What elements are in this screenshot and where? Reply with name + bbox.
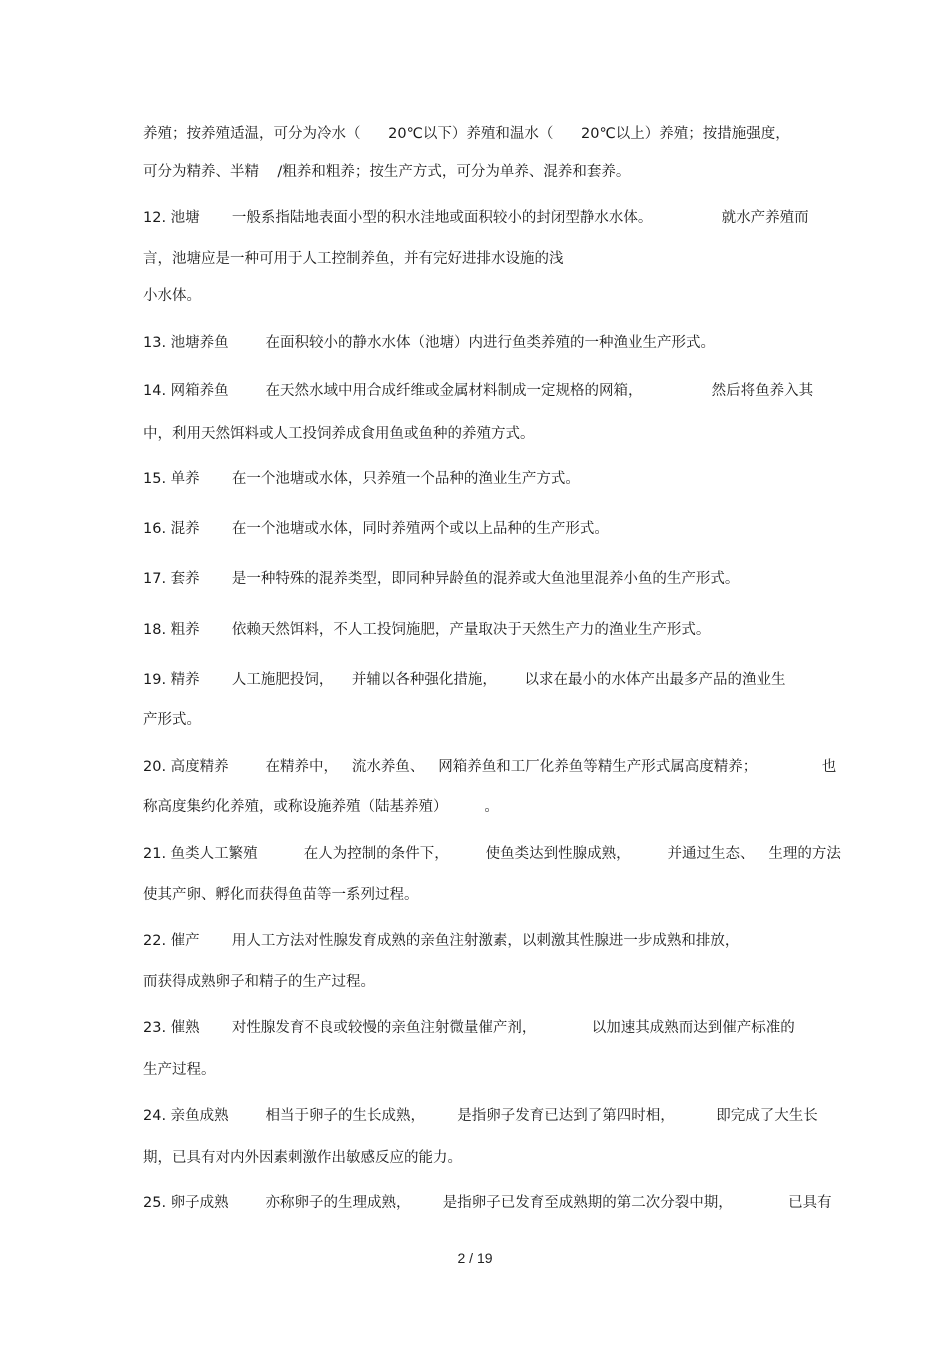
text-line: 22. 催产 用人工方法对性腺发育成熟的亲鱼注射激素，以刺激其性腺进一步成熟和排放， — [143, 933, 740, 949]
text-line: 17. 套养 是一种特殊的混养类型，即同种异龄鱼的混养或大鱼池里混养小鱼的生产形式。 — [143, 571, 740, 587]
text-line: 25. 卵子成熟 亦称卵子的生理成熟， 是指卵子已发育至成熟期的第二次分裂中期， 已具有 — [143, 1195, 832, 1211]
text-line: 小水体。 — [143, 288, 201, 304]
text-line: 而获得成熟卵子和精子的生产过程。 — [143, 974, 375, 990]
text-line: 产形式。 — [143, 712, 201, 728]
text-line: 24. 亲鱼成熟 相当于卵子的生长成熟， 是指卵子发育已达到了第四时相， 即完成了大生长 — [143, 1108, 818, 1124]
text-line: 18. 粗养 依赖天然饵料，不人工投饲施肥，产量取决于天然生产力的渔业生产形式。 — [143, 622, 711, 638]
text-line: 15. 单养 在一个池塘或水体，只养殖一个品种的渔业生产方式。 — [143, 471, 580, 487]
text-line: 期，已具有对内外因素刺激作出敏感反应的能力。 — [143, 1150, 462, 1166]
text-line: 13. 池塘养鱼 在面积较小的静水水体（池塘）内进行鱼类养殖的一种渔业生产形式。 — [143, 335, 716, 351]
text-line: 21. 鱼类人工繁殖 在人为控制的条件下， 使鱼类达到性腺成熟， 并通过生态、 生理的方法 — [143, 846, 841, 862]
text-line: 中，利用天然饵料或人工投饲养成食用鱼或鱼种的养殖方式。 — [143, 426, 535, 442]
text-line: 养殖；按养殖适温，可分为冷水（ 20℃以下）养殖和温水（ 20℃以上）养殖；按措施强度， — [143, 126, 790, 142]
page-number: 2 / 19 — [457, 1250, 493, 1266]
text-line: 14. 网箱养鱼 在天然水域中用合成纤维或金属材料制成一定规格的网箱， 然后将鱼养入其 — [143, 383, 814, 399]
text-line: 称高度集约化养殖，或称设施养殖（陆基养殖） 。 — [143, 799, 499, 815]
text-line: 言，池塘应是一种可用于人工控制养鱼，并有完好进排水设施的浅 — [143, 251, 564, 267]
text-line: 使其产卵、孵化而获得鱼苗等一系列过程。 — [143, 887, 419, 903]
text-line: 可分为精养、半精 /粗养和粗养；按生产方式，可分为单养、混养和套养。 — [143, 164, 631, 180]
text-line: 12. 池塘 一般系指陆地表面小型的积水洼地或面积较小的封闭型静水水体。 就水产养殖而 — [143, 210, 809, 226]
text-line: 19. 精养 人工施肥投饲， 并辅以各种强化措施， 以求在最小的水体产出最多产品的渔业生 — [143, 672, 786, 688]
text-line: 20. 高度精养 在精养中， 流水养鱼、 网箱养鱼和工厂化养鱼等精生产形式属高度精养； 也 — [143, 759, 837, 775]
text-line: 生产过程。 — [143, 1062, 216, 1078]
text-line: 23. 催熟 对性腺发育不良或较慢的亲鱼注射微量催产剂， 以加速其成熟而达到催产标准的 — [143, 1020, 795, 1036]
text-line: 16. 混养 在一个池塘或水体，同时养殖两个或以上品种的生产形式。 — [143, 521, 609, 537]
